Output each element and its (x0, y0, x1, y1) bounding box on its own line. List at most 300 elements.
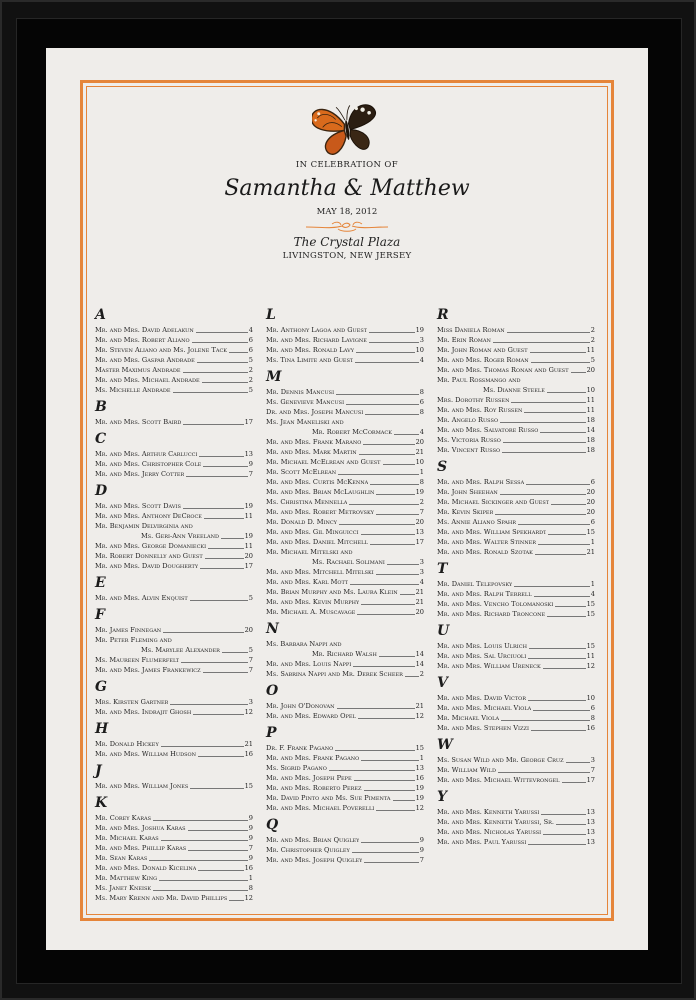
guest-entry (266, 397, 424, 407)
guest-name: Mr. and Mrs. Joseph Quigley (266, 856, 363, 864)
leader-line (379, 656, 415, 657)
table-number: 21 (415, 588, 424, 596)
guest-name: Mr. and Mrs. Joseph Pepe (266, 774, 352, 782)
leader-line (170, 704, 247, 705)
table-number: 1 (419, 468, 424, 476)
table-number: 15 (586, 528, 595, 536)
guest-name: Mrs. Kirsten Gartner (95, 698, 169, 706)
guest-entry (266, 763, 424, 773)
guest-entry (95, 335, 253, 345)
guest-entry (266, 325, 424, 335)
leader-line (192, 342, 248, 343)
section-letter: Q (266, 817, 279, 833)
leader-line (193, 714, 243, 715)
table-number: 20 (415, 608, 424, 616)
guest-entry (437, 497, 595, 507)
leader-line (204, 518, 244, 519)
guest-entry (437, 355, 595, 365)
table-number: 2 (248, 376, 253, 384)
guest-name: Mr. and Mrs. Frank Pagano (266, 754, 360, 762)
seating-column-3 (437, 306, 595, 850)
table-number: 8 (248, 884, 253, 892)
leader-line (336, 394, 419, 395)
table-number: 2 (419, 498, 424, 506)
table-number: 14 (415, 650, 424, 658)
guest-name: Mr. and Mrs. Thomas Ronan and Guest (437, 366, 569, 374)
guest-name: Mr. Michael McElrean and Guest (266, 458, 381, 466)
seating-column-1 (95, 306, 253, 906)
letter-group (437, 788, 595, 847)
section-letter: U (437, 623, 450, 639)
table-number: 13 (586, 838, 595, 846)
guest-name: Mr. John O'Donovan (266, 702, 335, 710)
leader-line (528, 700, 586, 701)
guest-entry (95, 833, 253, 843)
section-letter: N (266, 621, 279, 637)
guest-name: Mr. Michael Viola (437, 714, 500, 722)
guest-entry (95, 863, 253, 873)
table-number: 16 (415, 774, 424, 782)
guest-entry (95, 469, 253, 479)
guest-entry (437, 703, 595, 713)
guest-name: Mr. Richard Walsh (312, 650, 377, 658)
table-number: 10 (586, 386, 595, 394)
guest-entry (437, 755, 595, 765)
leader-line (376, 494, 414, 495)
venue-location: LIVINGSTON, NEW JERSEY (282, 251, 412, 261)
section-letter: A (95, 307, 106, 323)
guest-name: Ms. Annie Aliano Spahr (437, 518, 516, 526)
guest-entry (437, 713, 595, 723)
leader-line (376, 574, 419, 575)
guest-name: Mr. and Mrs. Roberto Perez (266, 784, 362, 792)
guest-entry (266, 487, 424, 497)
table-number: 5 (248, 646, 253, 654)
guest-name: Mr. Daniel Telepovsky (437, 580, 513, 588)
table-number: 7 (248, 844, 253, 852)
couple-names: Samantha & Matthew (224, 176, 470, 201)
leader-line (507, 332, 590, 333)
guest-entry (266, 437, 424, 447)
guest-name: Ms. Susan Wild and Mr. George Cruz (437, 756, 564, 764)
guest-name: Mr. and Mrs. Michael Andrade (95, 376, 200, 384)
guest-name: Mr. and Mrs. Vencho Tolomanoski (437, 600, 554, 608)
table-number: 6 (248, 336, 253, 344)
guest-name: Mr. and Mrs. Indrajit Ghosh (95, 708, 192, 716)
letter-group (437, 736, 595, 785)
guest-entry (266, 457, 424, 467)
table-number: 8 (419, 408, 424, 416)
guest-name: Ms. Jean Maneliski and (266, 418, 344, 426)
guest-name: Mr. and Mrs. Roy Russen (437, 406, 523, 414)
table-number: 20 (244, 552, 253, 560)
letter-group (95, 398, 253, 427)
table-number: 5 (248, 594, 253, 602)
leader-line (352, 852, 419, 853)
leader-line (159, 880, 248, 881)
leader-line (370, 484, 419, 485)
guest-name: Mr. Benjamin Delvirginia and (95, 522, 193, 530)
guest-name: Mr. and Mrs. Richard Lavigne (266, 336, 367, 344)
table-number: 17 (586, 776, 595, 784)
guest-name: Mr. and Mrs. Curtis McKenna (266, 478, 369, 486)
table-number: 10 (415, 458, 424, 466)
leader-line (163, 632, 243, 633)
leader-line (528, 658, 585, 659)
guest-entry (437, 537, 595, 547)
table-number: 10 (415, 346, 424, 354)
event-date: MAY 18, 2012 (316, 207, 378, 217)
table-number: 12 (586, 662, 595, 670)
section-letter: F (95, 607, 105, 623)
leader-line (502, 452, 585, 453)
guest-name: Mr. and Mrs. Edward Opel (266, 712, 356, 720)
guest-name: Mr. and Mrs. Brian McLaughlin (266, 488, 375, 496)
guest-entry (266, 711, 424, 721)
table-number: 3 (248, 698, 253, 706)
leader-line (190, 788, 243, 789)
leader-line (354, 780, 415, 781)
table-number: 12 (415, 804, 424, 812)
guest-entry (95, 449, 253, 459)
leader-line (543, 668, 586, 669)
leader-line (541, 814, 585, 815)
guest-name: Mr. and Mrs. Jerry Cotter (95, 470, 185, 478)
guest-name: Mr. and Mrs. Christopher Cole (95, 460, 202, 468)
guest-entry (437, 517, 595, 527)
leader-line (526, 484, 590, 485)
table-number: 3 (419, 336, 424, 344)
leader-line (535, 554, 586, 555)
guest-entry (95, 593, 253, 603)
table-number: 12 (415, 712, 424, 720)
leader-line (161, 746, 244, 747)
table-number: 1 (419, 754, 424, 762)
table-number: 15 (244, 782, 253, 790)
guest-entry (266, 701, 424, 711)
guest-entry (95, 707, 253, 717)
guest-name: Dr. and Mrs. Joseph Mancusi (266, 408, 364, 416)
guest-name: Mr. and Mrs. Scott Davis (95, 502, 181, 510)
guest-entry (266, 577, 424, 587)
table-number: 13 (244, 450, 253, 458)
leader-line (548, 534, 585, 535)
leader-line (153, 820, 248, 821)
leader-line (531, 362, 590, 363)
section-letter: D (95, 483, 108, 499)
guest-name: Mr. Donald Hickey (95, 740, 159, 748)
letter-group (95, 606, 253, 675)
leader-line (198, 756, 244, 757)
table-number: 9 (248, 854, 253, 862)
flourish-icon (302, 219, 392, 233)
guest-name: Mr. and Mrs. David Dougherty (95, 562, 199, 570)
guest-name: Mr. and Mrs. David Victor (437, 694, 527, 702)
leader-line (361, 604, 414, 605)
guest-entry (437, 365, 595, 375)
table-number: 7 (248, 666, 253, 674)
table-number: 4 (419, 428, 424, 436)
table-number: 19 (415, 784, 424, 792)
table-number: 9 (248, 814, 253, 822)
section-letter: V (437, 675, 448, 691)
table-number: 21 (415, 598, 424, 606)
leader-line (197, 362, 248, 363)
guest-name: Mr. Paul Rossmango and (437, 376, 521, 384)
guest-name: Mr. Scott McElrean (266, 468, 337, 476)
guest-entry (437, 807, 595, 817)
leader-line (183, 508, 244, 509)
leader-line (361, 534, 415, 535)
guest-entry (266, 355, 424, 365)
guest-name: Mr. and Mrs. Frank Marano (266, 438, 362, 446)
table-number: 11 (586, 346, 595, 354)
leader-line (503, 442, 586, 443)
guest-name: Mr. and Mrs. Michael Wittevrongel (437, 776, 560, 784)
leader-line (364, 790, 415, 791)
table-number: 3 (419, 568, 424, 576)
table-number: 3 (419, 558, 424, 566)
table-number: 19 (244, 502, 253, 510)
table-number: 20 (586, 488, 595, 496)
leader-line (538, 544, 590, 545)
table-number: 14 (415, 660, 424, 668)
leader-line (188, 830, 248, 831)
table-number: 8 (590, 714, 595, 722)
leader-line (369, 332, 414, 333)
table-number: 7 (419, 508, 424, 516)
guest-name: Mr. and Mrs. Robert Aliano (95, 336, 190, 344)
table-number: 19 (415, 488, 424, 496)
table-number: 11 (586, 396, 595, 404)
guest-name: Ms. Michelle Andrade (95, 386, 171, 394)
guest-name: Ms. Rachael Solimani (312, 558, 385, 566)
guest-name: Mr. and Mrs. Roger Roman (437, 356, 529, 364)
table-number: 20 (415, 438, 424, 446)
guest-entry (437, 435, 595, 445)
table-number: 13 (586, 828, 595, 836)
leader-line (540, 432, 585, 433)
guest-name: Mr. Robert McCormack (312, 428, 392, 436)
table-number: 6 (248, 346, 253, 354)
guest-name: Mr. and Mrs. Ralph Sessa (437, 478, 525, 486)
guest-name: Mr. and Mrs. Paul Yarussi (437, 838, 527, 846)
guest-entry (437, 817, 595, 827)
guest-name: Mr. Michael Karas (95, 834, 159, 842)
letter-group (266, 368, 424, 617)
guest-entry (266, 517, 424, 527)
guest-entry (95, 551, 253, 561)
leader-line (543, 834, 586, 835)
leader-line (364, 862, 418, 863)
guest-entry (437, 335, 595, 345)
guest-entry (266, 845, 424, 855)
table-number: 8 (419, 388, 424, 396)
guest-entry (437, 693, 595, 703)
guest-entry (95, 521, 253, 531)
table-number: 11 (244, 542, 253, 550)
guest-entry (95, 541, 253, 551)
leader-line (547, 616, 585, 617)
guest-name: Mr. and Mrs. Nicholas Yarussi (437, 828, 542, 836)
table-number: 13 (415, 764, 424, 772)
table-number: 5 (590, 356, 595, 364)
guest-entry (266, 407, 424, 417)
table-number: 14 (586, 426, 595, 434)
section-letter: O (266, 683, 279, 699)
section-letter: S (437, 459, 448, 475)
table-number: 15 (586, 642, 595, 650)
table-number: 11 (244, 512, 253, 520)
leader-line (365, 414, 419, 415)
leader-line (196, 332, 248, 333)
table-number: 12 (244, 894, 253, 902)
table-number: 20 (244, 626, 253, 634)
guest-name: Mr. Steven Aliano and Ms. Jolene Tack (95, 346, 228, 354)
table-number: 18 (586, 416, 595, 424)
section-letter: L (266, 307, 276, 323)
table-number: 16 (586, 724, 595, 732)
guest-name: Mr. Vincent Russo (437, 446, 501, 454)
table-number: 10 (586, 694, 595, 702)
guest-name: Mr. and Mrs. Kevin Murphy (266, 598, 360, 606)
guest-name: Mr. Sean Karas (95, 854, 148, 862)
guest-name: Mr. and Mrs. Donald Kicelina (95, 864, 197, 872)
guest-name: Ms. Christina Mennella (266, 498, 348, 506)
guest-entry (95, 345, 253, 355)
guest-name: Mr. Peter Fleming and (95, 636, 172, 644)
guest-entry (437, 415, 595, 425)
guest-entry (95, 417, 253, 427)
leader-line (205, 558, 244, 559)
guest-name: Mr. and Mrs. Walter Stinner (437, 538, 537, 546)
leader-line (361, 842, 418, 843)
guest-entry (437, 487, 595, 497)
leader-line (524, 412, 585, 413)
table-number: 15 (586, 610, 595, 618)
guest-entry (437, 325, 595, 335)
guest-entry (266, 447, 424, 457)
leader-line (339, 524, 415, 525)
leader-line (208, 548, 244, 549)
guest-name: Mr. and Mrs. Alvin Enquist (95, 594, 188, 602)
guest-entry (95, 501, 253, 511)
guest-name: Ms. Mary Krenn and Mr. David Phillips (95, 894, 228, 902)
guest-entry (437, 547, 595, 557)
guest-name: Master Maximus Andrade (95, 366, 181, 374)
table-number: 17 (244, 562, 253, 570)
leader-line (566, 762, 590, 763)
table-number: 7 (248, 656, 253, 664)
table-number: 13 (415, 528, 424, 536)
guest-name: Mr. and Mrs. Louis Nappi (266, 660, 352, 668)
table-number: 20 (586, 498, 595, 506)
butterfly-icon (312, 96, 382, 160)
leader-line (338, 474, 419, 475)
guest-entry (95, 355, 253, 365)
guest-name: Mr. Dennis Mancusi (266, 388, 335, 396)
guest-name: Mr. and Mrs. Scott Baird (95, 418, 182, 426)
leader-line (393, 800, 415, 801)
guest-entry (437, 651, 595, 661)
guest-name: Mr. and Mrs. Kenneth Yarussi (437, 808, 540, 816)
table-number: 2 (590, 336, 595, 344)
leader-line (500, 422, 586, 423)
letter-group (266, 306, 424, 365)
table-number: 7 (248, 470, 253, 478)
guest-name: Mr. and Mrs. Brian Quigley (266, 836, 360, 844)
guest-entry (266, 427, 424, 437)
guest-entry (266, 659, 424, 669)
letter-group (437, 622, 595, 671)
letter-group (266, 816, 424, 865)
leader-line (353, 666, 414, 667)
guest-name: Ms. Geri-Ann Vreeland (141, 532, 220, 540)
guest-name: Mr. and Mrs. Louis Ulrich (437, 642, 527, 650)
guest-name: Mr. and Mrs. Michael Viola (437, 704, 532, 712)
letter-group (95, 762, 253, 791)
guest-name: Mr. and Mrs. Ronald Lavy (266, 346, 355, 354)
leader-line (359, 454, 415, 455)
guest-name: Ms. Dianne Steele (483, 386, 545, 394)
leader-line (387, 564, 419, 565)
leader-line (547, 392, 586, 393)
guest-entry (266, 803, 424, 813)
guest-entry (437, 609, 595, 619)
guest-entry (266, 855, 424, 865)
guest-entry (437, 425, 595, 435)
leader-line (149, 860, 248, 861)
guest-entry (266, 497, 424, 507)
guest-entry (95, 625, 253, 635)
table-number: 2 (419, 670, 424, 678)
guest-entry (266, 547, 424, 557)
leader-line (363, 444, 414, 445)
table-number: 9 (248, 460, 253, 468)
leader-line (361, 760, 419, 761)
guest-entry (437, 723, 595, 733)
leader-line (181, 662, 248, 663)
guest-entry (437, 445, 595, 455)
guest-entry (437, 507, 595, 517)
guest-entry (437, 589, 595, 599)
guest-name: Ms. Genevieve Mancusi (266, 398, 345, 406)
guest-name: Ms. Sabrina Nappi and Mr. Derek Scheer (266, 670, 403, 678)
guest-name: Mrs. Dorothy Russen (437, 396, 510, 404)
section-letter: M (266, 369, 282, 385)
table-number: 7 (590, 766, 595, 774)
guest-entry (266, 793, 424, 803)
leader-line (533, 710, 590, 711)
leader-line (514, 586, 589, 587)
letter-group (95, 720, 253, 759)
guest-name: Miss Daniela Roman (437, 326, 505, 334)
leader-line (200, 568, 243, 569)
guest-name: Mr. and Mrs. Stephen Vizzi (437, 724, 529, 732)
section-letter: R (437, 307, 449, 323)
guest-entry (95, 813, 253, 823)
guest-entry (437, 599, 595, 609)
letter-group (266, 682, 424, 721)
table-number: 19 (415, 794, 424, 802)
chart-header (86, 96, 608, 261)
guest-name: Mr. Christopher Quigley (266, 846, 350, 854)
guest-name: Mr. Kevin Skiper (437, 508, 494, 516)
guest-entry (95, 665, 253, 675)
letter-group (437, 674, 595, 733)
table-number: 9 (419, 846, 424, 854)
guest-entry (266, 783, 424, 793)
